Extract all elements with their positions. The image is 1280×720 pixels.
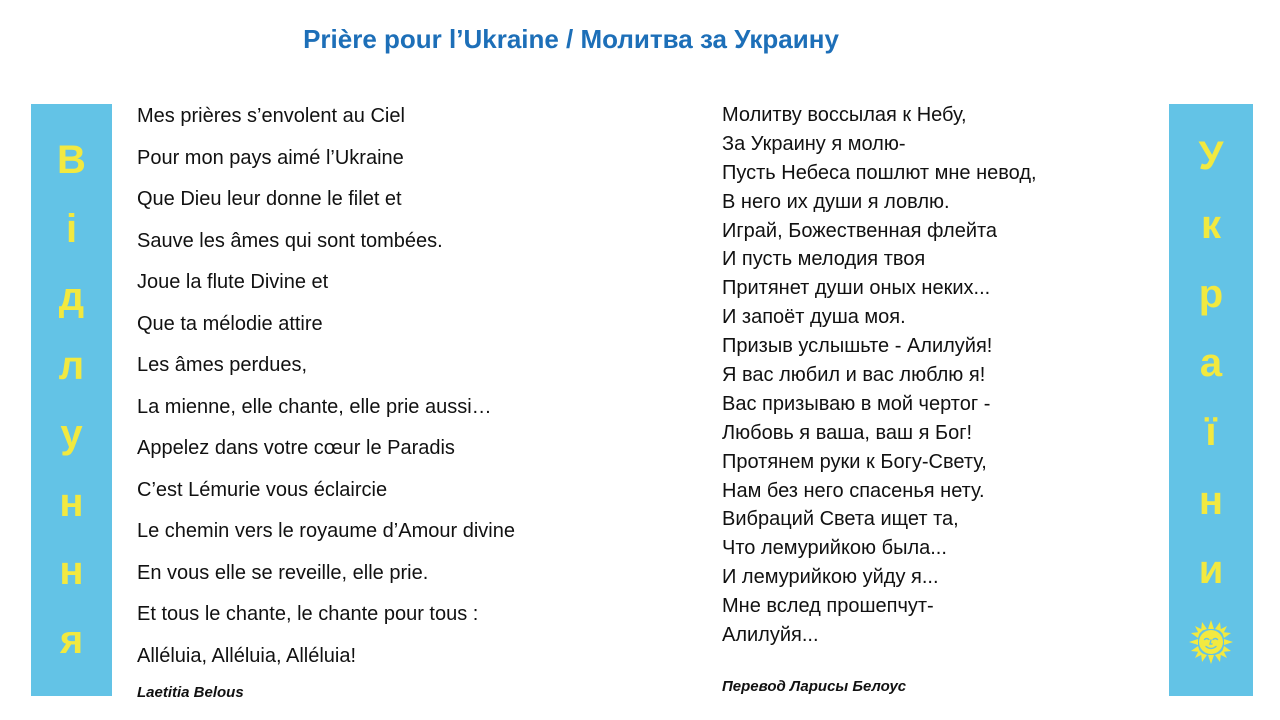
left-vertical-band: [31, 104, 112, 696]
poem-line: Вибраций Света ищет та,: [722, 508, 959, 531]
poem-line: Mes prières s’envolent au Ciel: [137, 105, 405, 127]
poem-line: В него их души я ловлю.: [722, 190, 950, 213]
poem-line: Que ta mélodie attire: [137, 312, 323, 335]
poem-line: En vous elle se reveille, elle prie.: [137, 561, 429, 584]
poem-line: Мне вслед прошепчут-: [722, 595, 934, 618]
poem-line: Молитву воссылая к Небу,: [722, 104, 967, 126]
band-letter: д: [58, 275, 85, 319]
poem-line: Притянет души оных неких...: [722, 277, 991, 300]
band-letter: л: [58, 343, 85, 388]
french-poem: [137, 101, 677, 682]
poem-line: Пусть Небеса пошлют мне невод,: [722, 161, 1037, 184]
poem-line: Les âmes perdues,: [137, 354, 308, 376]
band-letter: н: [1198, 479, 1224, 523]
poem-line: La mienne, elle chante, elle prie aussi…: [137, 395, 492, 418]
poem-line: За Украину я молю-: [722, 132, 906, 155]
band-letter: ї: [1205, 410, 1217, 454]
poem-line: Любовь я ваша, ваш я Бог!: [722, 421, 973, 444]
band-letter: н: [59, 480, 84, 525]
poem-line: Le chemin vers le royaume d’Amour divine: [137, 520, 515, 542]
band-letter: у: [60, 412, 83, 456]
poem-line: Alléluia, Alléluia, Alléluia!: [137, 644, 357, 667]
poem-line: И запоёт душа моя.: [722, 306, 906, 329]
poem-line: Протянем руки к Богу-Свету,: [722, 450, 987, 473]
poem-line: Joue la flute Divine et: [137, 271, 329, 293]
russian-translator: Перевод Ларисы Белоус: [722, 678, 907, 695]
poem-line: Играй, Божественная флейта: [722, 219, 998, 242]
band-letter: я: [59, 617, 84, 662]
page-title: Prière pour l’Ukraine / Молитва за Украину: [303, 24, 839, 54]
poem-line: Нам без него спасенья нету.: [722, 479, 985, 502]
poem-line: И пусть мелодия твоя: [722, 248, 926, 271]
band-letter: и: [1198, 548, 1224, 592]
french-author: Laetitia Belous: [137, 684, 244, 701]
poem-line: Алилуйя...: [722, 624, 819, 647]
poem-line: Pour mon pays aimé l’Ukraine: [137, 146, 404, 169]
band-letter: р: [1198, 272, 1224, 316]
poem-line: Que Dieu leur donne le filet et: [137, 188, 402, 210]
poem-line: Appelez dans votre cœur le Paradis: [137, 437, 455, 459]
poem-line: C’est Lémurie vous éclaircie: [137, 478, 388, 501]
russian-poem: [722, 100, 1162, 649]
poem-line: Я вас любил и вас люблю я!: [722, 364, 986, 387]
poem-line: Вас призываю в мой чертог -: [722, 392, 991, 415]
band-letter: к: [1200, 203, 1222, 247]
poem-line: Sauve les âmes qui sont tombées.: [137, 229, 443, 252]
sun-icon: [1188, 619, 1234, 665]
band-letter: н: [59, 549, 84, 593]
poem-line: Et tous le chante, le chante pour tous :: [137, 603, 479, 625]
band-letter: і: [65, 206, 78, 251]
right-vertical-band: [1169, 104, 1253, 696]
band-letter: В: [57, 138, 86, 182]
poem-line: Призыв услышьте - Алилуйя!: [722, 335, 993, 358]
band-letter: а: [1199, 341, 1223, 385]
poem-line: И лемурийкою уйду я...: [722, 566, 939, 589]
band-letter: У: [1198, 134, 1224, 178]
poem-line: Что лемурийкою была...: [722, 537, 947, 560]
